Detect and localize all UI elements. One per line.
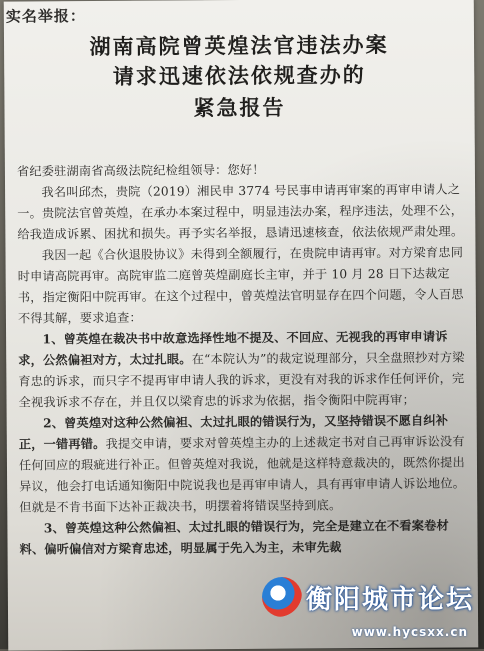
paragraph-intro: 我名叫邱杰，贵院（2019）湘民申 3774 号民事申请再审案的再审申请人之一。贵院法官曾英煌，在承办本案过程中，明显违法办案，程序违法，处理不公，给我造成诉累、困扰和损失。再予实名举报，恳请迅速核查，依法依规严肃处理。 xyxy=(17,179,467,245)
salutation: 省纪委驻湖南省高级法院纪检组领导：您好！ xyxy=(17,158,467,182)
title-line-1: 湖南高院曾英煌法官违法办案 xyxy=(4,28,474,61)
watermark xyxy=(262,577,474,617)
title-line-2: 请求迅速依法依规查办的 xyxy=(4,58,474,91)
issue-2-text: 我提交申请，要求对曾英煌主办的上述裁定书对自己再审诉讼没有任何回应的瑕疵进行补正。但曾英煌对我说，他就是这样特意裁决的，既然你提出异议，他会打电话通知衡阳中院说我也是再审申请人，具有再审申请人诉讼地位。但就是不肯书面下达补正裁决书，明摆着将错误坚持到底。 xyxy=(19,434,465,514)
document-page xyxy=(4,0,479,651)
watermark-url: www.hycsxx.cn xyxy=(352,625,468,639)
issue-1-text: 在“本院认为”的裁定说理部分，只全盘照抄对方梁育忠的诉求，而只字不提再审申请人我的诉求，更没有对我的诉求作任何评价，完全视我诉求不存在，并且仅以梁育忠的诉求为依据，指令衡阳中院再审； xyxy=(18,350,464,409)
issue-3-text: 述，明显属于先入为主，未审先裁 xyxy=(156,540,342,555)
forum-logo-icon xyxy=(262,577,302,617)
issue-1-lead: 1、曾英煌在裁决书中故意选择性地不提及、不回应、无视我的再审申请诉求，公然偏袒对方，太过扎眼。 xyxy=(18,330,447,368)
document-body xyxy=(17,158,470,560)
issue-2 xyxy=(19,410,470,518)
watermark-text: 衡阳城市论坛 xyxy=(306,579,474,616)
header-label: 实名举报： xyxy=(6,5,86,27)
issue-2-lead: 2、曾英煌对这种公然偏袒、太过扎眼的错误行为，又坚持错误不愿自纠补正，一错再错。 xyxy=(19,414,448,452)
issue-3-lead: 3、曾英煌这种公然偏袒、太过扎眼的错误行为，完全是建立在不看案卷材料、偏听偏信对方梁育忠 xyxy=(20,519,449,557)
title-line-3: 紧急报告 xyxy=(4,90,474,123)
issue-1 xyxy=(18,326,469,413)
issue-3 xyxy=(19,515,469,560)
paragraph-background: 我因一起《合伙退股协议》未得到全额履行，在贵院申请再审。对方梁育忠同时申请高院再审。高院审监二庭曾英煌副庭长主审，并于 10 月 28 日下达裁定书，指定衡阳中院再审。在这个过程中，曾英煌法官明显存在四个问题，令人百思不得其解，要求追查： xyxy=(17,242,468,329)
